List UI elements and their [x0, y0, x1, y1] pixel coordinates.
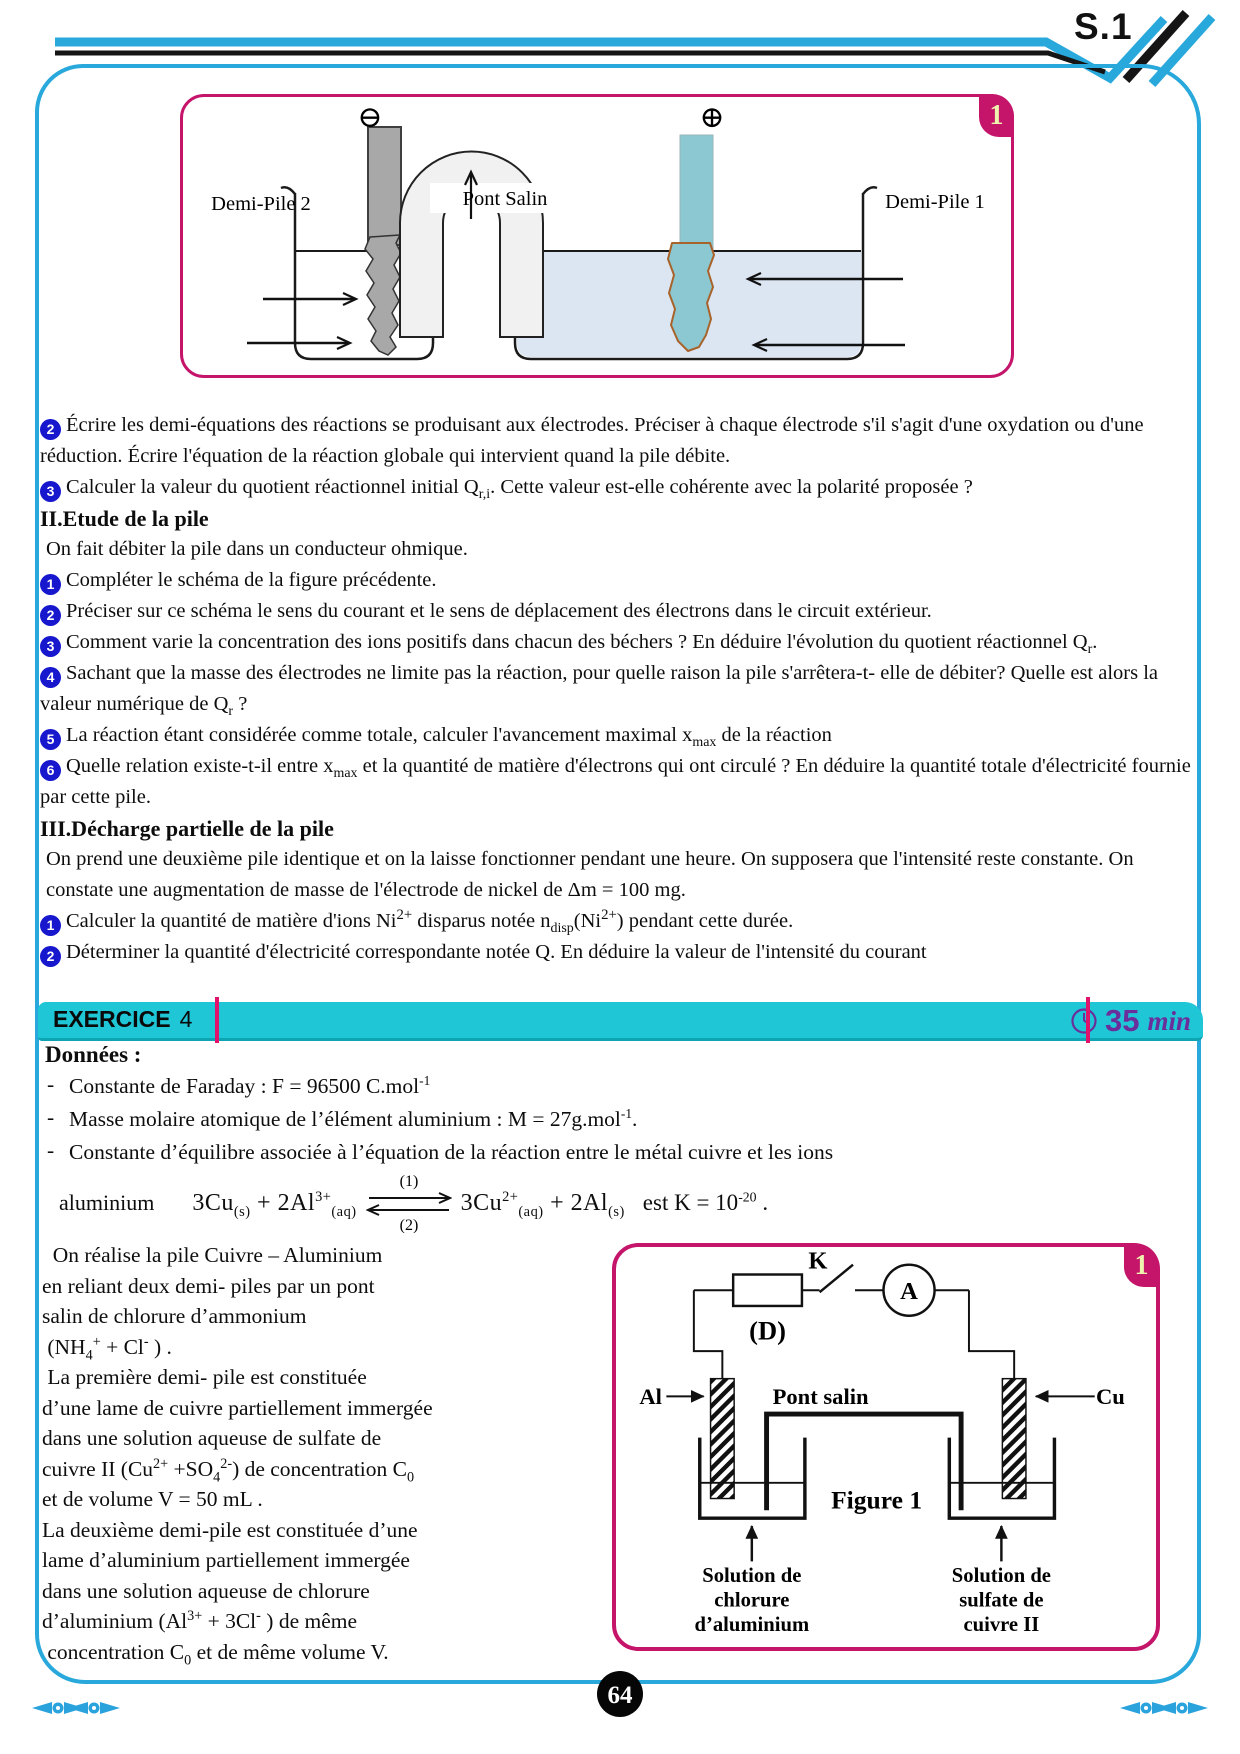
banner-separator-right — [1086, 997, 1090, 1043]
figure1-box — [612, 1243, 1160, 1651]
description-line: On réalise la pile Cuivre – Aluminium — [42, 1243, 383, 1267]
exercise-banner — [38, 1002, 1203, 1041]
copper-label: Cu — [1096, 1384, 1125, 1410]
question-text: Compléter le schéma de la figure précédente. — [66, 569, 437, 591]
duration-value: 35 — [1104, 1003, 1140, 1038]
banner-separator-left — [215, 997, 219, 1043]
section3-intro: On prend une deuxième pile identique et on la laisse fonctionner pendant une heure. On supposera que l'intensité reste constante. On constate une augmentation de masse de l'électrode de nickel de Δm = 100 mg. — [46, 848, 1134, 901]
question-item — [40, 937, 1205, 968]
pile-description — [42, 1240, 607, 1667]
question-text: Déterminer la quantité d'électricité correspondante notée Q. En déduire la valeur de l'intensité du courant — [66, 941, 927, 963]
question-item — [40, 751, 1205, 813]
question-number-badge: 4 — [40, 667, 61, 688]
left-solution-label: d’aluminium — [694, 1614, 810, 1637]
aluminium-electrode — [711, 1379, 735, 1499]
copper-electrode — [1002, 1379, 1026, 1499]
question-number-badge: 3 — [40, 636, 61, 657]
data-item: - Constante d’équilibre associée à l’équation de la réaction entre le métal cuivre et les ions — [47, 1138, 834, 1164]
left-electrode — [368, 127, 401, 245]
description-line: lame d’aluminium partiellement immergée — [42, 1548, 410, 1572]
question-number-badge: 1 — [40, 915, 61, 936]
figure-number-badge: 1 — [1124, 1244, 1159, 1287]
footer-right-ornament — [1120, 1702, 1208, 1714]
plus-terminal-icon: ⊕ — [699, 101, 725, 134]
dipole-symbol — [733, 1275, 802, 1306]
right-solution-label: cuivre II — [963, 1614, 1040, 1637]
question-text: Comment varie la concentration des ions positifs dans chacun des béchers ? En déduire l'évolution du quotient réactionnel $Q_r$. — [66, 631, 1098, 658]
data-item: - Masse molaire atomique de l’élément aluminium : M = 27g.mol$^{-1}$. — [47, 1105, 638, 1131]
pile-diagram — [183, 97, 1003, 367]
question-item — [40, 596, 1205, 627]
question-number-badge: 1 — [40, 574, 61, 595]
left-electrode-corroded — [365, 235, 401, 355]
description-line: ($NH_4^+ + Cl^-$ ) . — [42, 1333, 172, 1363]
left-wire — [694, 1290, 722, 1378]
figure1-diagram — [616, 1247, 1149, 1640]
left-solution-label: chlorure — [714, 1589, 790, 1612]
question-item — [40, 658, 1205, 720]
question-item — [40, 410, 1205, 472]
right-electrode — [680, 135, 713, 250]
description-line: en reliant deux demi- piles par un pont — [42, 1273, 375, 1298]
section3-title: III.Décharge partielle de la pile — [40, 816, 334, 841]
exercise-label: EXERCICE 4 — [53, 1006, 193, 1032]
exercise-number: 4 — [179, 1006, 193, 1032]
question-number-badge: 6 — [40, 760, 61, 781]
description-line: dans une solution aqueuse de chlorure — [42, 1578, 370, 1603]
description-line: d’une lame de cuivre partiellement immergée — [42, 1395, 433, 1420]
question-number-badge: 3 — [40, 481, 61, 502]
question-text: Préciser sur ce schéma le sens du courant et le sens de déplacement des électrons dans le circuit extérieur. — [66, 600, 932, 622]
ammeter-label: A — [900, 1278, 918, 1306]
description-line: et de volume V = 50 mL . — [42, 1487, 263, 1511]
dipole-label: (D) — [749, 1315, 786, 1346]
data-item: - Constante de Faraday : F = 96500 C.mol$^{-1}$ — [47, 1072, 431, 1098]
question-text: Calculer la quantité de matière d'ions $Ni^{2+}$ disparus notée $n_{disp}(Ni^{2+})$ pendant cette durée. — [66, 907, 794, 937]
right-solution-label: sulfate de — [959, 1589, 1044, 1612]
aluminium-label: Al — [639, 1384, 662, 1410]
question-text: Quelle relation existe-t-il entre $x_{max}$ et la quantité de matière d'électrons qui ont circulé ? En déduire la quantité totale d'électricité fournie par cette pile. — [40, 755, 1191, 808]
figure-caption: Figure 1 — [831, 1485, 923, 1515]
description-line: La première demi- pile est constituée — [42, 1365, 367, 1389]
description-line: dans une solution aqueuse de sulfate de — [42, 1426, 382, 1450]
section-label: S.1 — [1074, 6, 1133, 47]
minus-terminal-icon: ⊖ — [357, 101, 383, 134]
question-item — [40, 906, 1205, 937]
figure-number-badge: 1 — [979, 94, 1014, 137]
equilibrium-arrows — [361, 1173, 457, 1233]
left-solution-label: Solution de — [702, 1565, 802, 1588]
question-number-badge: 2 — [40, 419, 61, 440]
description-line: concentration $C_0$ et de même volume V. — [42, 1639, 389, 1668]
equation-prefix: aluminium — [59, 1190, 155, 1215]
data-section — [45, 1040, 1195, 1233]
question-text: La réaction étant considérée comme totale, calculer l'avancement maximal $x_{max}$ de la réaction — [66, 724, 832, 751]
page-number: 64 — [607, 1682, 633, 1709]
question-number-badge: 5 — [40, 729, 61, 750]
question-item — [40, 627, 1205, 658]
right-wire — [969, 1290, 1014, 1378]
question-number-badge: 2 — [40, 605, 61, 626]
question-item — [40, 565, 1205, 596]
description-line: salin de chlorure d’ammonium — [42, 1304, 307, 1328]
salt-bridge-label: Pont salin — [772, 1384, 869, 1410]
duration-unit: min — [1147, 1005, 1191, 1036]
chemical-equation — [59, 1173, 1195, 1233]
data-title: Données : — [45, 1042, 142, 1067]
pile-diagram-box — [180, 94, 1014, 378]
description-line: La deuxième demi-pile est constituée d’une — [42, 1517, 418, 1542]
reverse-label: (2) — [399, 1217, 418, 1233]
description-line: cuivre II $(Cu^{2+} +SO_4^{2-})$ de concentration $C_0$ — [42, 1455, 415, 1485]
equation-lhs: $3Cu_{(s)} + 2Al^{3+}_{(aq)}$ — [192, 1188, 357, 1220]
question-number-badge: 2 — [40, 946, 61, 967]
right-solution-label: Solution de — [951, 1565, 1051, 1588]
forward-label: (1) — [399, 1173, 418, 1190]
section2-title: II.Etude de la pile — [40, 506, 209, 531]
question-text: Écrire les demi-équations des réactions se produisant aux électrodes. Préciser à chaque électrode s'il s'agit d'une oxydation ou d'une réduction. Écrire l'équation de la réaction globale qui intervient quand la pile débite. — [40, 414, 1144, 467]
salt-bridge-label: Pont Salin — [462, 188, 548, 210]
question-text: Calculer la valeur du quotient réactionnel initial $Q_{r,i}$. Cette valeur est-elle cohérente avec la polarité proposée ? — [66, 476, 973, 503]
right-electrode-deposit — [668, 243, 714, 351]
left-halfcell-label: Demi-Pile 2 — [211, 193, 311, 215]
question-item — [40, 472, 1205, 503]
clock-icon — [1069, 1006, 1099, 1036]
question-text: Sachant que la masse des électrodes ne limite pas la réaction, pour quelle raison la pile s'arrêtera-t- elle de débiter? Quelle est alors la valeur numérique de $Q_r$ ? — [40, 662, 1159, 720]
right-halfcell-label: Demi-Pile 1 — [885, 191, 985, 213]
footer-decoration — [0, 1660, 1240, 1754]
switch-label: K — [808, 1247, 828, 1275]
footer-left-ornament — [32, 1702, 120, 1714]
equation-constant: est $K = 10^{-20}$ . — [642, 1189, 769, 1215]
equation-rhs: $3Cu^{2+}_{(aq)} + 2Al_{(s)}$ — [460, 1188, 625, 1220]
questions-text — [40, 410, 1205, 968]
description-line: d’aluminium ($Al^{3+} + 3Cl^-$ ) de même — [42, 1607, 358, 1633]
section2-intro: On fait débiter la pile dans un conducteur ohmique. — [46, 538, 468, 560]
question-item — [40, 720, 1205, 751]
